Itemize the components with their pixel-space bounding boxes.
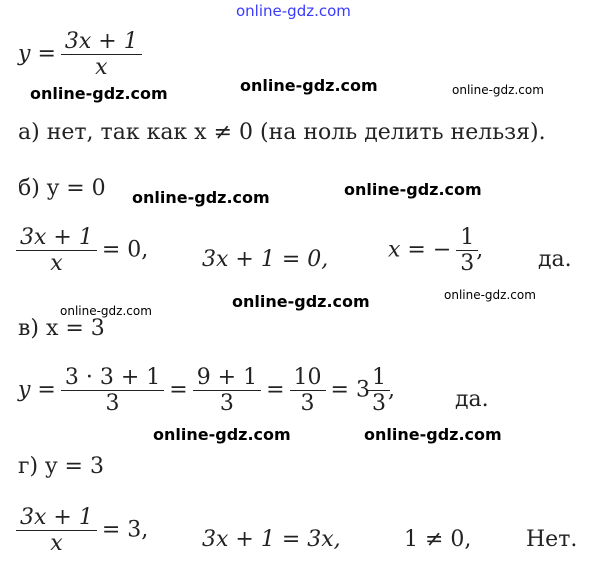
fraction (63, 30, 140, 79)
fraction (195, 366, 259, 415)
watermark: online-gdz.com (364, 425, 502, 444)
equals-sign: = (169, 377, 188, 403)
watermark: online-gdz.com (30, 84, 168, 103)
fraction (292, 366, 324, 415)
item-b-answer: да. (538, 247, 572, 272)
watermark: online-gdz.com (60, 304, 152, 318)
watermark: online-gdz.com (344, 180, 482, 199)
item-b-label: б) y = 0 (18, 176, 106, 201)
numerator: 3 · 3 + 1 (64, 365, 161, 390)
item-g-step: 3x + 1 = 3x, (202, 527, 341, 552)
watermark-top: online-gdz.com (236, 2, 351, 20)
equation-part: y = (18, 377, 56, 403)
comma: , (387, 377, 395, 403)
denominator: 3 (61, 390, 164, 415)
item-g-label: г) y = 3 (18, 454, 104, 479)
equation-part: = 0, (101, 237, 149, 263)
numerator: 3x + 1 (20, 505, 93, 530)
numerator: 3x + 1 (64, 29, 138, 54)
fraction (18, 506, 95, 555)
watermark: online-gdz.com (153, 425, 291, 444)
watermark: online-gdz.com (232, 292, 370, 311)
denominator: 3 (368, 390, 390, 415)
equals-sign: = (37, 41, 56, 67)
mixed-whole: = 3 (330, 377, 370, 403)
numerator: 9 + 1 (196, 365, 258, 390)
equals-sign: = (266, 377, 285, 403)
equation-part: x = − (388, 237, 452, 263)
numerator: 1 (371, 365, 386, 390)
fraction (18, 226, 95, 275)
item-g-answer: Нет. (526, 527, 578, 552)
denominator: x (16, 250, 97, 275)
watermark: online-gdz.com (132, 188, 270, 207)
fraction (370, 366, 388, 415)
numerator: 1 (460, 225, 475, 250)
function-definition (18, 30, 140, 79)
item-g-solution (18, 506, 148, 555)
item-v-answer: да. (455, 387, 489, 412)
y-variable: y (18, 41, 31, 67)
item-b-solution (18, 226, 148, 275)
item-b-step: 3x + 1 = 0, (202, 247, 329, 272)
item-v-solution (18, 366, 395, 415)
numerator: 10 (293, 365, 322, 390)
denominator: 3 (290, 390, 326, 415)
item-b-root (388, 226, 483, 275)
denominator: x (61, 54, 142, 79)
watermark: online-gdz.com (452, 83, 544, 97)
equation-part: = 3, (101, 517, 149, 543)
watermark: online-gdz.com (240, 76, 378, 95)
comma: , (476, 237, 484, 263)
item-v-label: в) x = 3 (18, 316, 105, 341)
numerator: 3x + 1 (20, 225, 93, 250)
denominator: 3 (193, 390, 261, 415)
denominator: 3 (456, 250, 478, 275)
watermark: online-gdz.com (444, 288, 536, 302)
item-a: а) нет, так как x ≠ 0 (на ноль делить нельзя). (18, 120, 546, 145)
item-g-contradiction: 1 ≠ 0, (404, 527, 472, 552)
denominator: x (16, 530, 97, 555)
fraction (458, 226, 476, 275)
fraction (63, 366, 162, 415)
